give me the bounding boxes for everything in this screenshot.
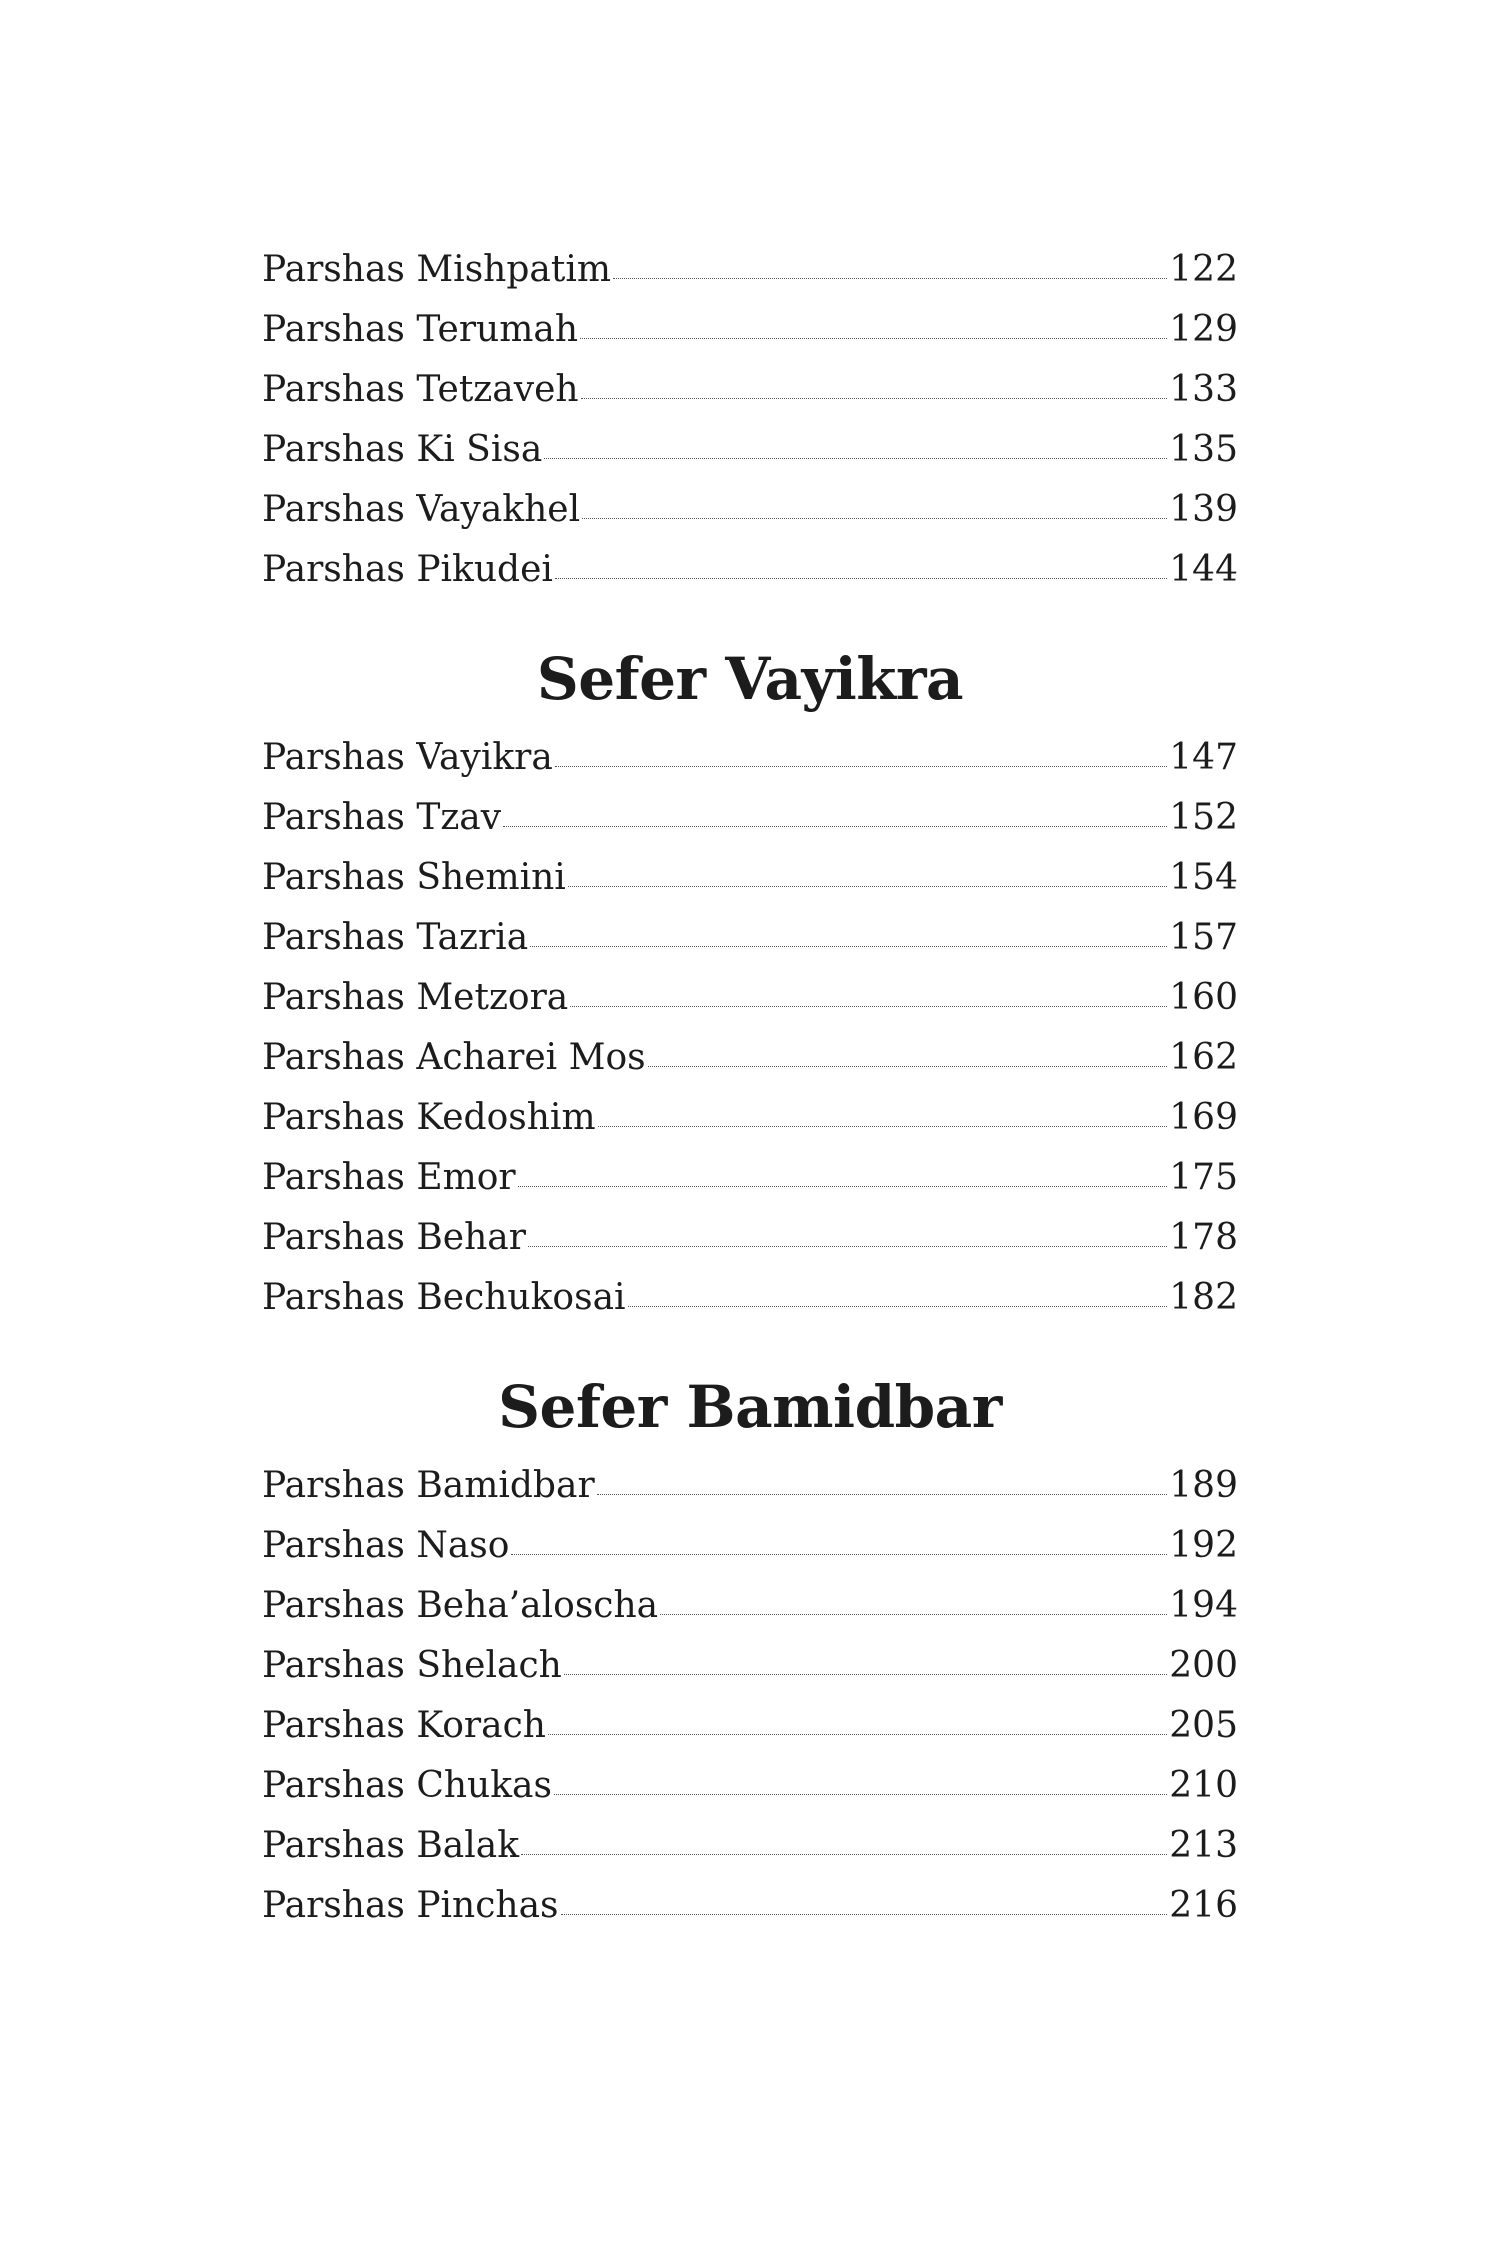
entry-title: Parshas Mishpatim — [262, 249, 611, 290]
dot-leader — [568, 886, 1167, 887]
toc-entry[interactable] — [262, 1148, 1238, 1208]
dot-leader — [548, 1734, 1167, 1735]
toc-entry[interactable] — [262, 788, 1238, 848]
entry-title: Parshas Tetzaveh — [262, 369, 579, 410]
entry-page-number: 154 — [1169, 857, 1238, 898]
entry-title: Parshas Emor — [262, 1157, 516, 1198]
entry-title: Parshas Kedoshim — [262, 1097, 596, 1138]
toc-entry[interactable] — [262, 1088, 1238, 1148]
section-heading: Sefer Bamidbar — [498, 1373, 1002, 1441]
dot-leader — [518, 1186, 1168, 1187]
dot-leader — [521, 1854, 1167, 1855]
dot-leader — [511, 1554, 1167, 1555]
entry-page-number: 135 — [1169, 429, 1238, 470]
toc-entry[interactable] — [262, 1516, 1238, 1576]
toc-entry[interactable] — [262, 1208, 1238, 1268]
dot-leader — [580, 338, 1167, 339]
entry-page-number: 157 — [1169, 917, 1238, 958]
entry-page-number: 189 — [1169, 1465, 1238, 1506]
section-heading: Sefer Vayikra — [536, 645, 964, 713]
dot-leader — [503, 826, 1167, 827]
entry-title: Parshas Pinchas — [262, 1885, 559, 1926]
entry-page-number: 200 — [1169, 1645, 1238, 1686]
dot-leader — [648, 1066, 1168, 1067]
dot-leader — [581, 398, 1168, 399]
dot-leader — [554, 1794, 1167, 1795]
dot-leader — [597, 1494, 1168, 1495]
entry-title: Parshas Vayikra — [262, 737, 553, 778]
dot-leader — [628, 1306, 1168, 1307]
dot-leader — [555, 578, 1167, 579]
entry-title: Parshas Bechukosai — [262, 1277, 626, 1318]
entry-title: Parshas Behar — [262, 1217, 526, 1258]
entry-title: Parshas Ki Sisa — [262, 429, 543, 470]
entry-page-number: 192 — [1169, 1525, 1238, 1566]
entry-title: Parshas Tazria — [262, 917, 529, 958]
entry-page-number: 205 — [1169, 1705, 1238, 1746]
entry-title: Parshas Shemini — [262, 857, 566, 898]
toc-entry[interactable] — [262, 420, 1238, 480]
dot-leader — [613, 278, 1167, 279]
toc-entry[interactable] — [262, 1268, 1238, 1328]
entry-page-number: 122 — [1169, 249, 1238, 290]
toc-entry[interactable] — [262, 1456, 1238, 1516]
entry-title: Parshas Acharei Mos — [262, 1037, 646, 1078]
toc-entry[interactable] — [262, 908, 1238, 968]
entry-title: Parshas Korach — [262, 1705, 546, 1746]
entry-title: Parshas Terumah — [262, 309, 579, 350]
entry-page-number: 147 — [1169, 737, 1238, 778]
entry-page-number: 178 — [1169, 1217, 1238, 1258]
entry-page-number: 182 — [1169, 1277, 1238, 1318]
toc-entry[interactable] — [262, 240, 1238, 300]
toc-entry[interactable] — [262, 728, 1238, 788]
entry-title: Parshas Bamidbar — [262, 1465, 595, 1506]
toc-entry[interactable] — [262, 540, 1238, 600]
entry-page-number: 213 — [1169, 1825, 1238, 1866]
dot-leader — [598, 1126, 1168, 1127]
dot-leader — [555, 766, 1167, 767]
toc-entry[interactable] — [262, 360, 1238, 420]
toc-entry[interactable] — [262, 1636, 1238, 1696]
entry-title: Parshas Metzora — [262, 977, 569, 1018]
entry-page-number: 129 — [1169, 309, 1238, 350]
toc-entry[interactable] — [262, 480, 1238, 540]
entry-page-number: 152 — [1169, 797, 1238, 838]
dot-leader — [561, 1914, 1168, 1915]
entry-page-number: 194 — [1169, 1585, 1238, 1626]
entry-page-number: 175 — [1169, 1157, 1238, 1198]
dot-leader — [564, 1674, 1167, 1675]
dot-leader — [528, 1246, 1167, 1247]
dot-leader — [544, 458, 1167, 459]
entry-page-number: 160 — [1169, 977, 1238, 1018]
toc-entry[interactable] — [262, 968, 1238, 1028]
entry-title: Parshas Chukas — [262, 1765, 552, 1806]
entry-page-number: 139 — [1169, 489, 1238, 530]
entry-page-number: 144 — [1169, 549, 1238, 590]
dot-leader — [582, 518, 1167, 519]
entry-page-number: 162 — [1169, 1037, 1238, 1078]
toc-entry[interactable] — [262, 1816, 1238, 1876]
entry-title: Parshas Balak — [262, 1825, 520, 1866]
entry-title: Parshas Vayakhel — [262, 489, 581, 530]
entry-title: Parshas Naso — [262, 1525, 510, 1566]
toc-entry[interactable] — [262, 300, 1238, 360]
toc-entry[interactable] — [262, 1576, 1238, 1636]
toc-entry[interactable] — [262, 1756, 1238, 1816]
table-of-contents — [262, 240, 1238, 1936]
entry-page-number: 133 — [1169, 369, 1238, 410]
toc-entry[interactable] — [262, 1696, 1238, 1756]
entry-page-number: 216 — [1169, 1885, 1238, 1926]
entry-page-number: 169 — [1169, 1097, 1238, 1138]
entry-title: Parshas Pikudei — [262, 549, 553, 590]
dot-leader — [570, 1006, 1167, 1007]
entry-title: Parshas Tzav — [262, 797, 502, 838]
entry-page-number: 210 — [1169, 1765, 1238, 1806]
entry-title: Parshas Beha’aloscha — [262, 1585, 659, 1626]
toc-section — [262, 1372, 1238, 1936]
dot-leader — [660, 1614, 1167, 1615]
toc-section — [262, 240, 1238, 600]
toc-entry[interactable] — [262, 1876, 1238, 1936]
toc-entry[interactable] — [262, 848, 1238, 908]
entry-title: Parshas Shelach — [262, 1645, 562, 1686]
toc-section — [262, 644, 1238, 1328]
dot-leader — [530, 946, 1167, 947]
toc-entry[interactable] — [262, 1028, 1238, 1088]
